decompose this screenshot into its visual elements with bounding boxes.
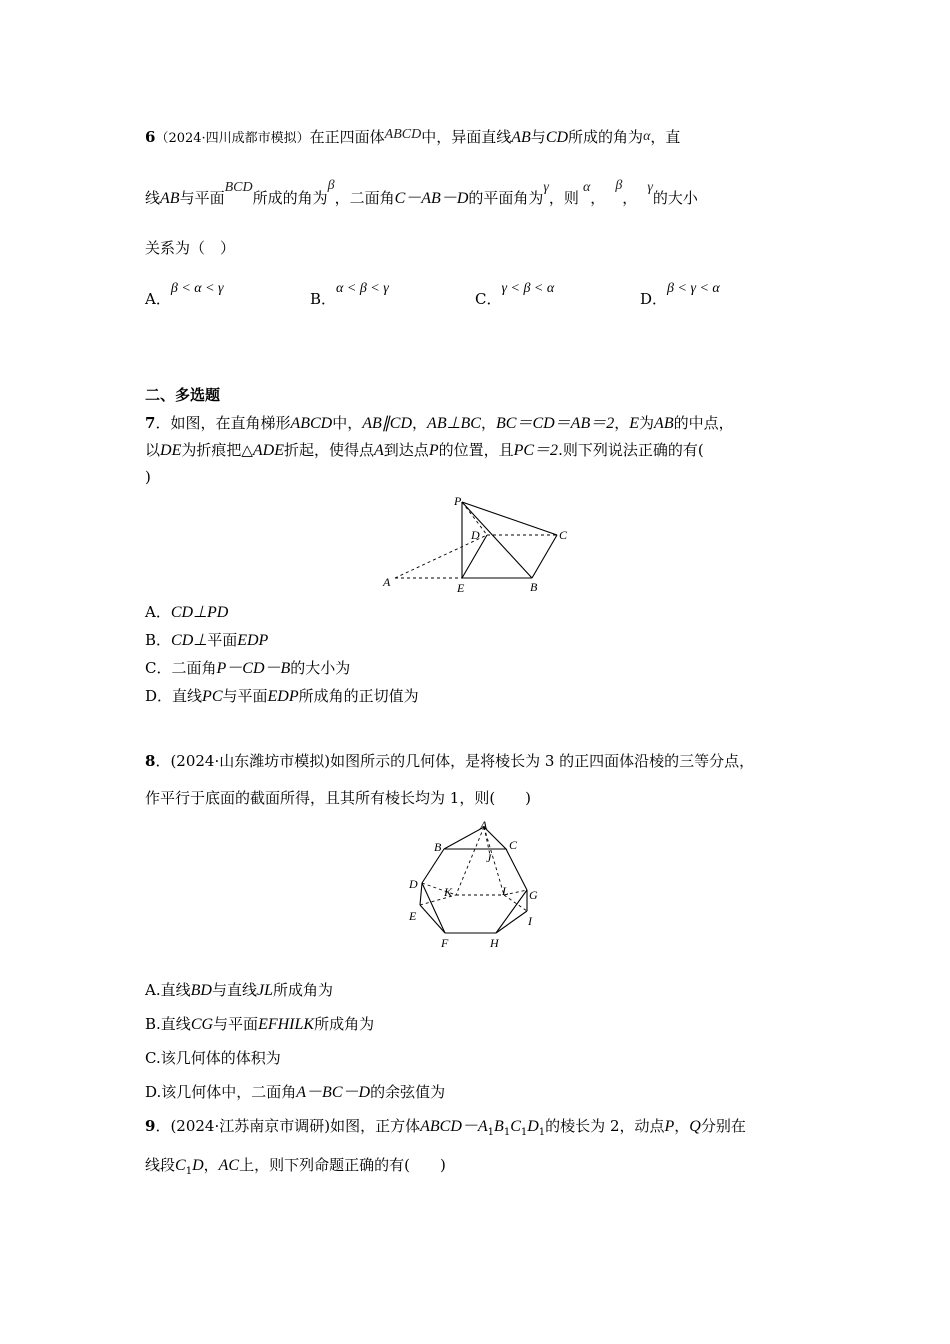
- edge-bc: [532, 535, 557, 578]
- label-j: J: [486, 851, 492, 865]
- section-heading: 二、多选题: [145, 386, 221, 404]
- q7-option-c[interactable]: C．二面角P－CD－B的大小为: [145, 659, 351, 677]
- label-d: D: [471, 528, 480, 542]
- label-a: A: [480, 818, 488, 832]
- q8-figure: [400, 815, 560, 955]
- q8-option-c[interactable]: C.该几何体的体积为: [145, 1049, 281, 1067]
- q7-line3: ): [145, 468, 151, 486]
- q6-option-d[interactable]: D．β < γ < α: [640, 281, 720, 308]
- q6-option-b[interactable]: B．α < β < γ: [310, 281, 389, 308]
- label-c: C: [559, 528, 568, 542]
- edge-ak: [456, 827, 484, 895]
- q7-line1: 7．如图，在直角梯形ABCD中，AB∥CD，AB⊥BC，BC＝CD＝AB＝2，E为AB的中点，: [145, 414, 734, 432]
- q9-line2: 线段$C_1D$，AC上，则下列命题正确的有( ): [145, 1156, 446, 1177]
- label-h: H: [490, 936, 499, 950]
- label-d: D: [409, 877, 418, 891]
- label-b: B: [530, 580, 538, 594]
- edge-cg: [506, 849, 527, 890]
- q9-number: 9: [145, 1117, 156, 1135]
- q9-line1: 9．(2024·江苏南京市调研)如图，正方体$ABCD-A_1B_1C_1D_1$的棱长为 2，动点P，Q分别在: [145, 1117, 746, 1138]
- label-f: F: [441, 936, 449, 950]
- label-e: E: [409, 909, 417, 923]
- label-a: A: [383, 575, 391, 589]
- q8-option-b[interactable]: B.直线CG与平面EFHILK所成角为: [145, 1015, 375, 1033]
- edge-bd: [422, 849, 444, 883]
- edge-gh: [496, 890, 527, 933]
- q7-option-b[interactable]: B．CD⊥平面EDP: [145, 631, 269, 649]
- label-e: E: [457, 581, 465, 595]
- q8-line1: 8．(2024·山东潍坊市模拟)如图所示的几何体，是将棱长为 3 的正四面体沿棱的三等分点，: [145, 752, 755, 770]
- edge-ef: [420, 905, 445, 933]
- q6-option-c[interactable]: C．γ < β < α: [475, 281, 555, 308]
- q6-line3: 关系为（ ）: [145, 239, 236, 257]
- q8-option-a[interactable]: A.直线BD与直线JL所成角为: [145, 981, 333, 999]
- q8-option-d[interactable]: D.该几何体中，二面角A－BC－D的余弦值为: [145, 1083, 446, 1101]
- q7-figure: [375, 492, 575, 596]
- label-c: C: [509, 838, 518, 852]
- q6-option-a[interactable]: A．β < α < γ: [145, 281, 224, 308]
- label-g: G: [529, 888, 538, 902]
- q8-number: 8: [145, 752, 156, 770]
- q6-line2: 线AB与平面BCD所成的角为β，二面角C－AB－D的平面角为γ，则α，β，γ的大小: [145, 178, 698, 207]
- q7-line2: 以DE为折痕把△ADE折起，使得点A到达点P的位置，且PC＝2.则下列说法正确的有(: [145, 441, 704, 459]
- q6-number: 6: [145, 128, 156, 146]
- q7-option-a[interactable]: A．CD⊥PD: [145, 603, 229, 621]
- edge-df: [422, 883, 445, 933]
- label-l: L: [502, 884, 509, 898]
- q6-line1: 6（2024·四川成都市模拟）在正四面体ABCD中，异面直线AB与CD所成的角为α，直: [145, 127, 681, 146]
- edge-hi: [496, 911, 527, 933]
- top-face-abc: [444, 827, 506, 849]
- label-p: P: [454, 494, 462, 508]
- q7-number: 7: [145, 414, 156, 432]
- q8-line2: 作平行于底面的截面所得，且其所有棱长均为 1，则( ): [145, 789, 532, 807]
- label-k: K: [444, 885, 453, 899]
- label-b: B: [434, 840, 442, 854]
- label-i: I: [528, 914, 532, 928]
- q7-option-d[interactable]: D．直线PC与平面EDP所成角的正切值为: [145, 687, 419, 705]
- edge-de: [420, 883, 422, 905]
